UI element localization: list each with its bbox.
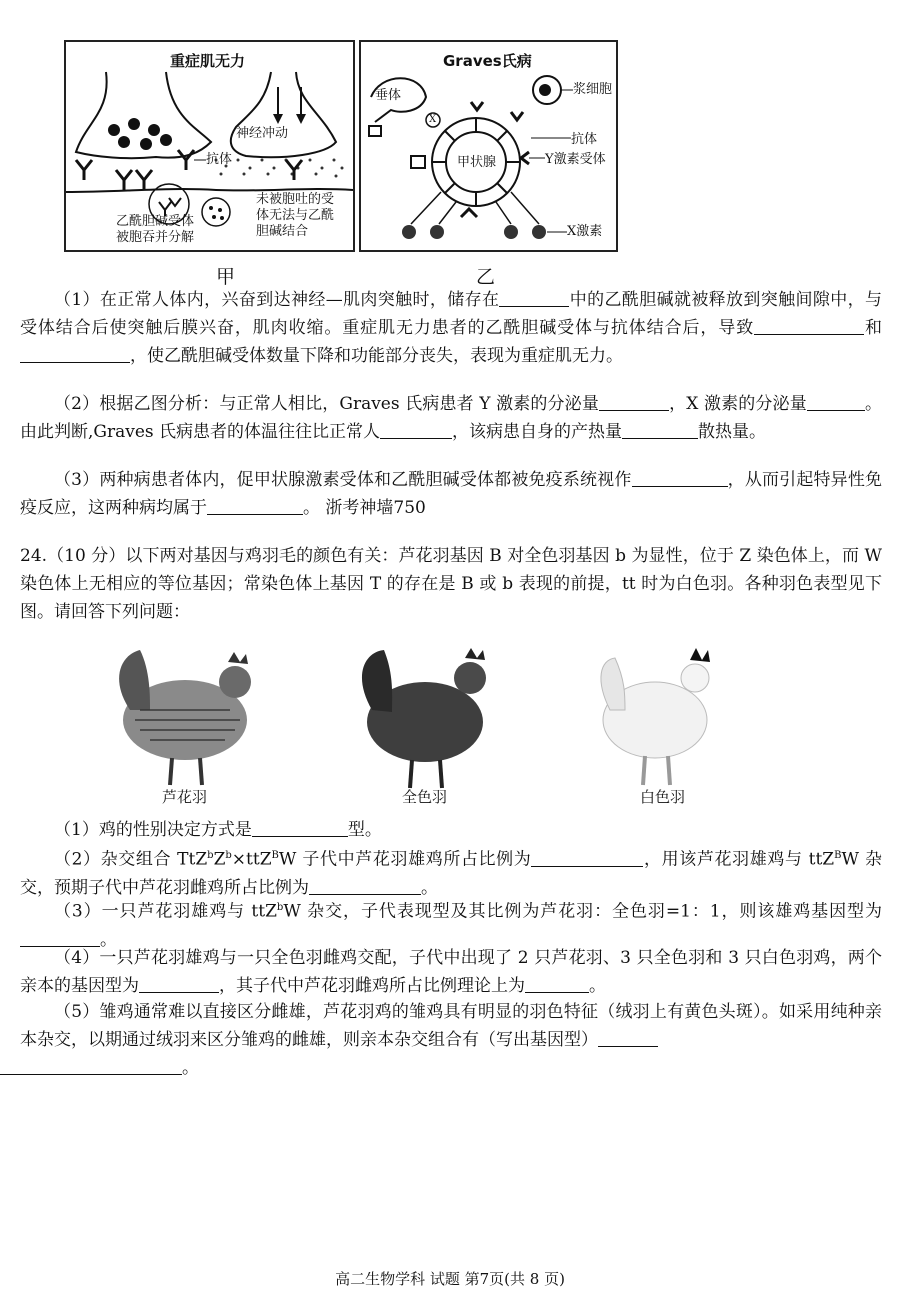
blank[interactable] xyxy=(139,976,219,993)
blank[interactable] xyxy=(525,976,589,993)
blank[interactable] xyxy=(380,422,452,439)
label-unbound-receptor: 未被胞吐的受 体无法与乙酰 胆碱结合 xyxy=(256,192,335,239)
caption-jia: 甲 xyxy=(216,266,236,288)
q24-intro: 24.（10 分）以下两对基因与鸡羽毛的颜色有关：芦花羽基因 B 对全色羽基因 b 为显性，位于 Z 染色体上，而 W 染色体上无相应的等位基因；常染色体上基因 T 的存在是 B 或 b 表现的前提，tt 时为白色羽。各种羽色表型见下图。请回答下列问题： xyxy=(20,546,882,622)
blank[interactable] xyxy=(531,850,643,867)
q23-part1: （1）在正常人体内，兴奋到达神经—肌肉突触时，储存在 中的乙酰胆碱就被释放到突触间隙中，与受体结合后使突触后膜兴奋，肌肉收缩。重症肌无力患者的乙酰胆碱受体与抗体结合后，导致 和，使乙酰胆碱受体数量下降和功能部分丧失，表现为重症肌无力。 xyxy=(20,290,882,366)
label-x-hormone: X激素 xyxy=(567,224,603,239)
caption-barred: 芦花羽 xyxy=(162,788,208,806)
solid-rooster-image xyxy=(362,648,486,788)
barred-rooster-image xyxy=(119,650,251,785)
chicken-images xyxy=(0,640,900,820)
label-x: X xyxy=(429,114,437,125)
q24-part2: （2）杂交组合 $TtZ^bZ^b\times ttZ^BW$ 子代中芦花羽雄鸡所占比例为 ，用该芦花羽雄鸡与 ttZ$^B$W 杂交，预期子代中芦花羽雌鸡所占比例为 。 xyxy=(20,849,882,898)
figure-myasthenia xyxy=(64,40,355,252)
caption-yi: 乙 xyxy=(476,266,496,288)
blank[interactable] xyxy=(599,394,669,411)
blank[interactable] xyxy=(207,498,303,515)
white-rooster-image xyxy=(601,648,710,785)
caption-solid: 全色羽 xyxy=(402,788,448,806)
q24-part1: （1）鸡的性别决定方式是 型。 xyxy=(54,820,382,840)
blank[interactable] xyxy=(252,820,348,837)
caption-white: 白色羽 xyxy=(640,788,686,806)
label-receptor-endocytosed: 乙酰胆碱受体 被胞吞并分解 xyxy=(116,214,195,245)
blank[interactable] xyxy=(598,1030,658,1047)
blank[interactable] xyxy=(807,394,865,411)
blank[interactable] xyxy=(754,318,864,335)
figure-jia-title: 重症肌无力 xyxy=(170,52,246,70)
q23-part2: （2）根据乙图分析：与正常人相比，Graves 氏病患者 Y 激素的分泌量 ，X 激素的分泌量 。由此判断,Graves 氏病患者的体温往往比正常人 ，该病患自身的产热量 散热量。 xyxy=(20,394,882,442)
label-antibody-yi: 抗体 xyxy=(571,132,598,147)
blank[interactable] xyxy=(622,422,698,439)
label-antibody-jia: 抗体 xyxy=(206,152,233,167)
figure-yi-title: Graves氏病 xyxy=(443,52,532,70)
blank[interactable] xyxy=(20,346,130,363)
page-footer: 高二生物学科 试题 第7页(共 8 页) xyxy=(335,1270,565,1288)
blank[interactable] xyxy=(632,470,728,487)
q24-part4: （4）一只芦花羽雄鸡与一只全色羽雌鸡交配，子代中出现了 2 只芦花羽、3 只全色羽和 3 只白色羽鸡，两个亲本的基因型为 ，其子代中芦花羽雌鸡所占比例理论上为 。 xyxy=(20,948,882,996)
blank[interactable] xyxy=(0,1058,182,1075)
blank[interactable] xyxy=(499,290,569,307)
q24-part5: （5）雏鸡通常难以直接区分雌雄，芦花羽鸡的雏鸡具有明显的羽色特征（绒羽上有黄色头斑）。如采用纯种亲本杂交，以期通过绒羽来区分雏鸡的雌雄，则亲本杂交组合有（写出基因型） 。 xyxy=(20,998,882,1082)
label-y-receptor: Y激素受体 xyxy=(545,152,606,167)
figure-graves xyxy=(359,40,618,252)
label-plasma-cell: 浆细胞 xyxy=(573,82,613,97)
label-pituitary: 垂体 xyxy=(375,88,402,103)
q23-part3: （3）两种病患者体内，促甲状腺激素受体和乙酰胆碱受体都被免疫系统视作 ，从而引起特异性免疫反应，这两种病均属于 。 浙考神墙750 xyxy=(20,470,883,518)
q24-part3: （3）一只芦花羽雄鸡与 ttZ$^b$W 杂交，子代表现型及其比例为芦花羽：全色羽=1：1，则该雄鸡基因型为。 xyxy=(20,894,882,954)
blank[interactable] xyxy=(309,878,421,895)
label-nerve-impulse: 神经冲动 xyxy=(236,126,289,141)
label-thyroid: 甲状腺 xyxy=(457,155,497,170)
